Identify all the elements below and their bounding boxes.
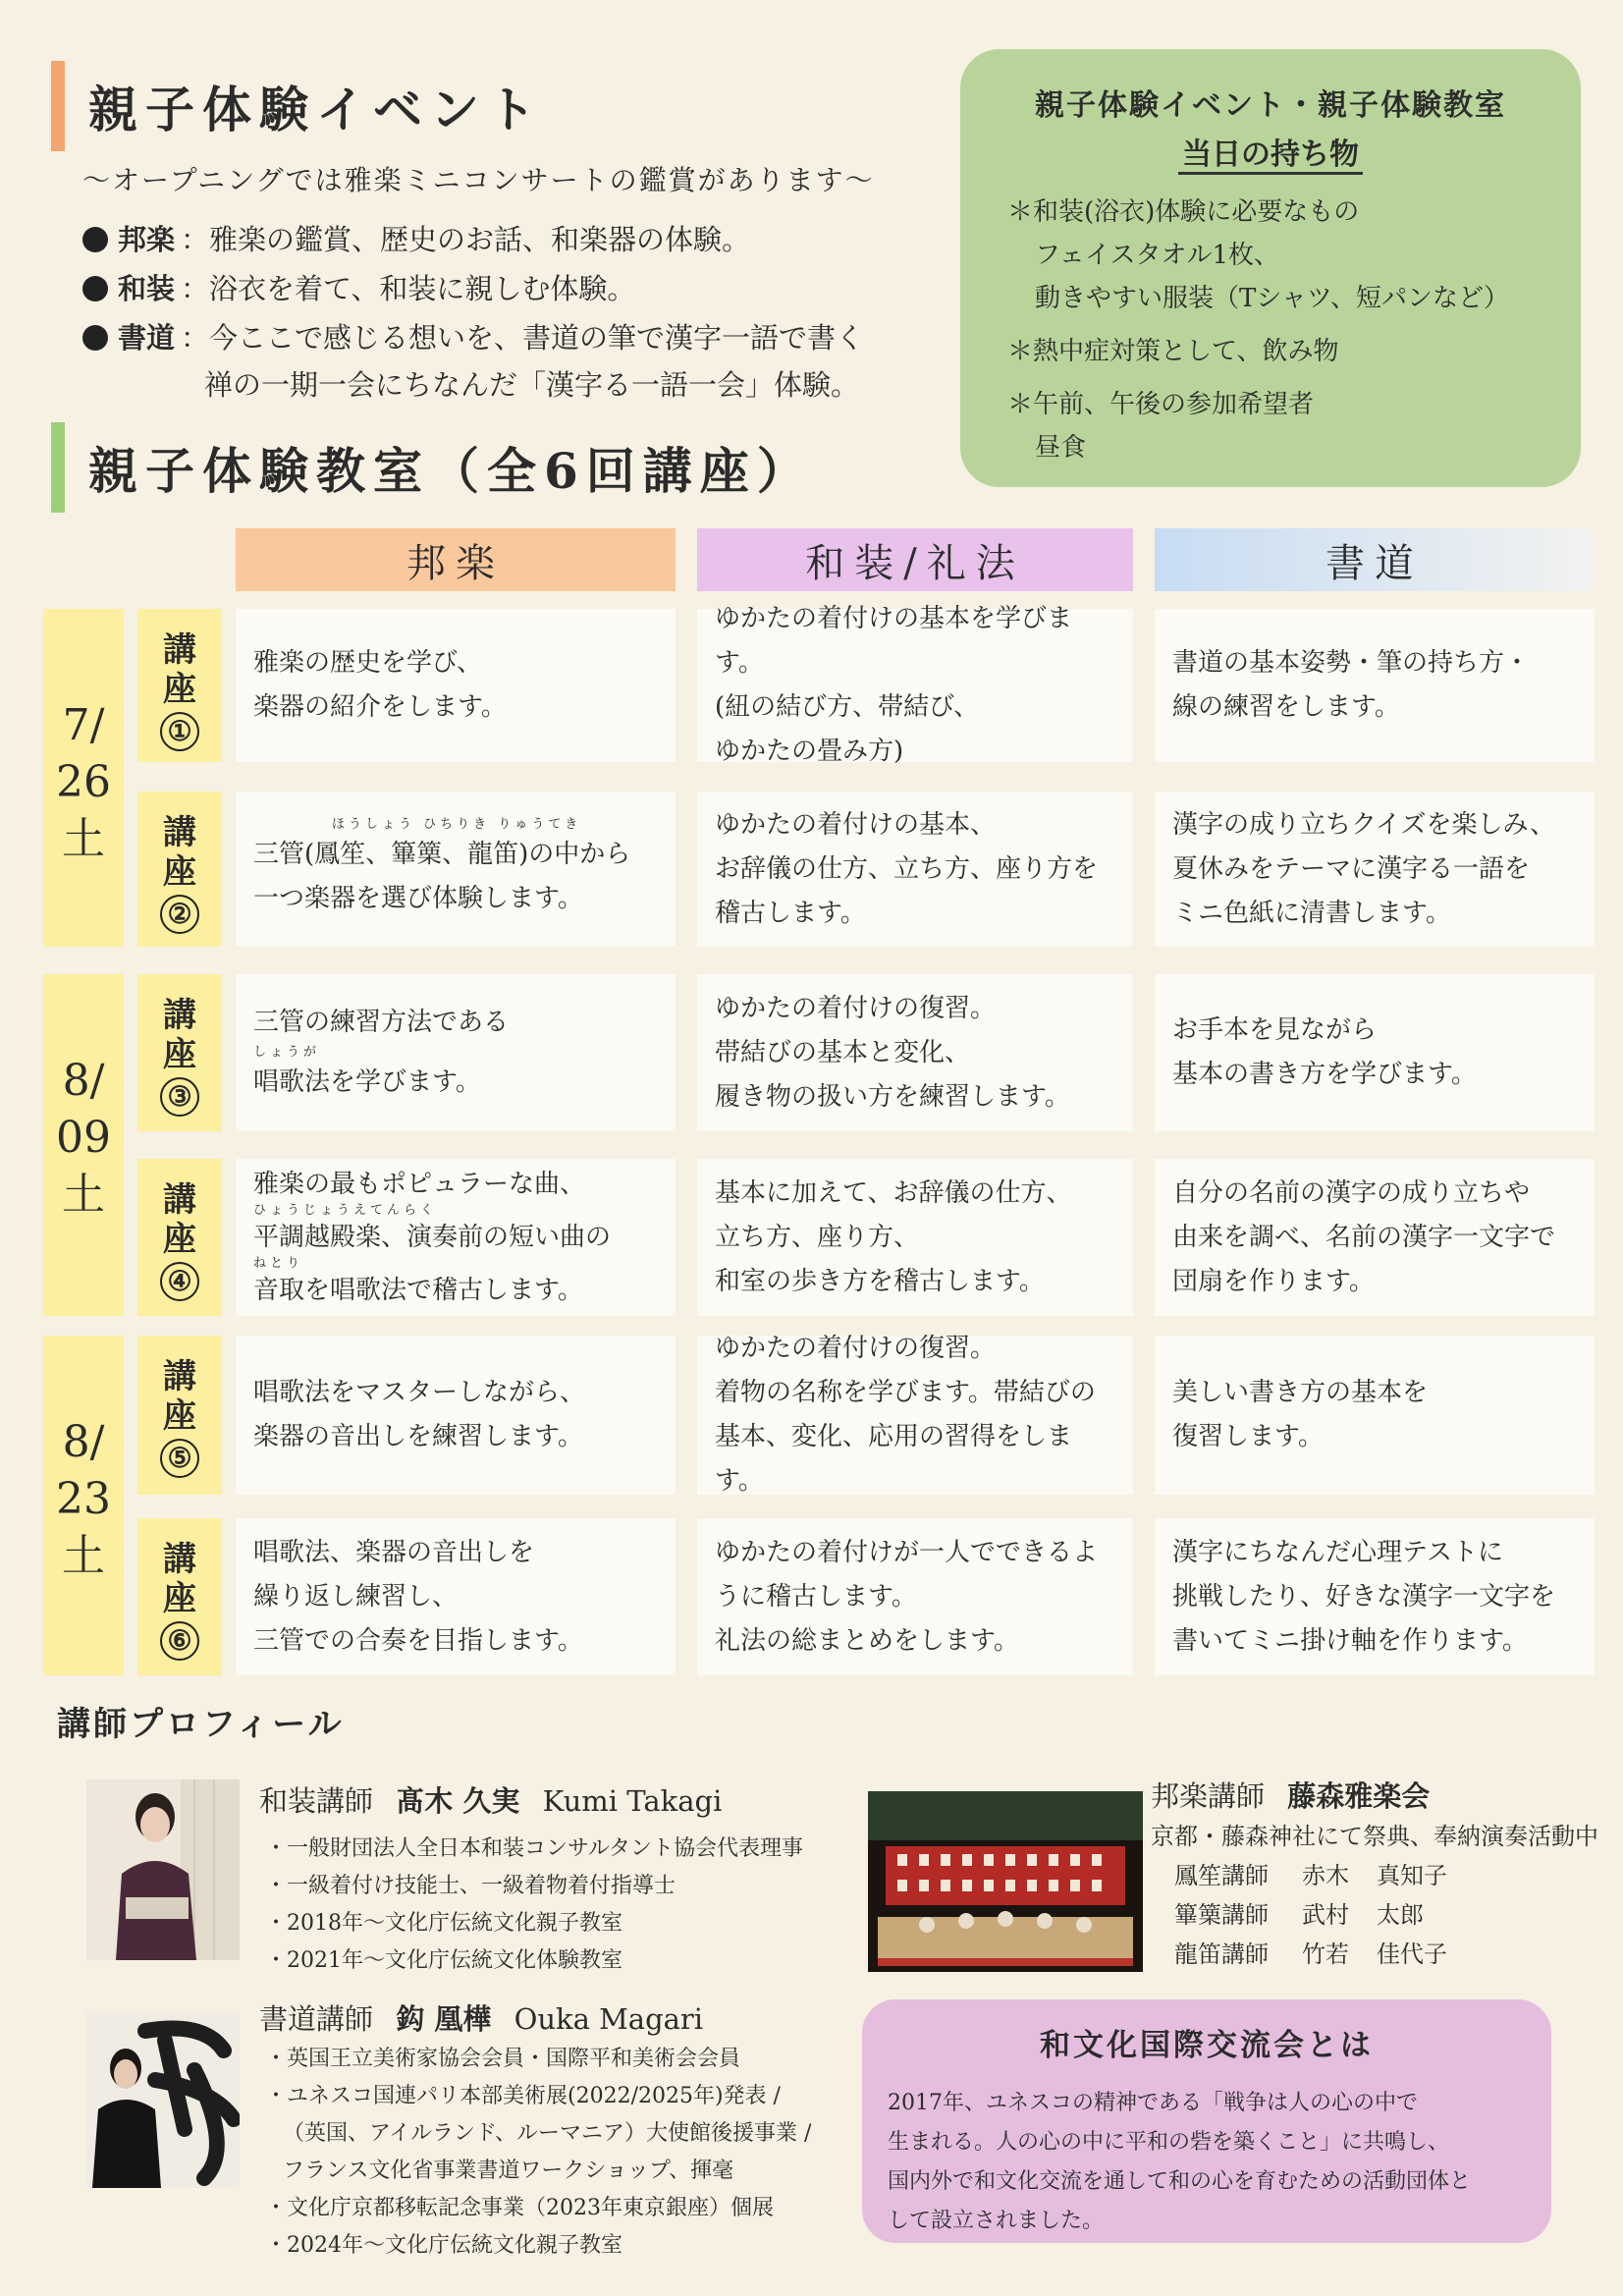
koza-label-3: 講座 ③ [137,974,222,1131]
ruby-text: ねとり [253,1256,304,1271]
about-box [862,1999,1551,2243]
member-row: 龍笛講師 竹若 佳代子 [1174,1941,1447,1968]
koza-label-5: 講座 ⑤ [137,1336,222,1495]
bring-item-wasou: ＊和装(浴衣)体験に必要なもの フェイスタオル1枚、 動きやすい服装（Tシャツ、短パンなど） [1007,197,1510,313]
date-block-1: 7/ 26 土 [43,609,124,947]
classroom-section-title [51,422,814,513]
bring-subtitle: 当日の持ち物 [1007,130,1534,181]
shodo-teacher-photo [86,2011,240,2188]
date-block-3: 8/ 23 土 [43,1336,124,1675]
bring-title: 親子体験イベント・親子体験教室 [1035,88,1506,123]
event-item-shodo-line2: 禅の一期一会にちなんだ「漢字る一語一会」体験。 [204,368,860,402]
event-section-title [51,61,544,151]
wasou-teacher-photo [86,1779,240,1960]
cell-r4-shodo: 自分の名前の漢字の成り立ちや 由来を調べ、名前の漢字一文字で 団扇を作ります。 [1155,1159,1595,1316]
cell-r3-hogaku: 三管の練習方法である しょうが 唱歌法を学びます。 [236,974,676,1131]
bullet-dot-icon [82,276,108,301]
koza-label-1: 講座 ① [137,609,222,762]
hogaku-teacher-name: 邦楽講師 藤森雅楽会 [1151,1779,1431,1813]
classroom-title: 親子体験教室（全6回講座） [88,442,814,500]
green-accent-bar [51,422,65,513]
shodo-teacher-name: 書道講師 鈎 凰樺 Ouka Magari [259,2002,704,2036]
koza-label-4: 講座 ④ [137,1159,222,1316]
cell-r5-shodo: 美しい書き方の基本を 復習します。 [1155,1336,1595,1495]
orange-accent-bar [51,61,65,151]
ruby-text: しょうが [253,1045,321,1060]
gagaku-performance-photo [868,1791,1143,1972]
header-wasou: 和装/礼法 [697,528,1133,591]
shodo-teacher-career: ・英国王立美術家協会会員・国際平和美術会会員 ・ユネスコ国連パリ本部美術展(2022/2025年)発表 / （英国、アイルランド、ルーマニア）大使館後援事業 / フランス文化省事業書道ワークショップ、揮毫 ・文化庁京都移転記念事業（2023年東京銀座）個展 ・2024年〜文化庁伝統文化親子教室 [265,2047,812,2258]
koza-label-6: 講座 ⑥ [137,1518,222,1675]
koza-label-2: 講座 ② [137,792,222,947]
hogaku-teacher-info [1151,1776,1598,1974]
bullet-dot-icon [82,325,108,351]
bullet-dot-icon [82,227,108,252]
profile-title: 講師プロフィール [57,1705,345,1744]
wasou-teacher-name: 和装講師 髙木 久実 Kumi Takagi [259,1784,723,1818]
cell-r1-wasou: ゆかたの着付けの基本を学びます。 (紐の結び方、帯結び、 ゆかたの畳み方) [697,609,1133,762]
event-subtitle: 〜オープニングでは雅楽ミニコンサートの鑑賞があります〜 [82,164,875,196]
cell-r2-wasou: ゆかたの着付けの基本、 お辞儀の仕方、立ち方、座り方を 稽古します。 [697,792,1133,947]
bring-items-box [960,49,1581,487]
ruby-text: ひょうじょうえてんらく [253,1203,438,1218]
cell-r3-wasou: ゆかたの着付けの復習。 帯結びの基本と変化、 履き物の扱い方を練習します。 [697,974,1133,1131]
cell-r1-shodo: 書道の基本姿勢・筆の持ち方・ 線の練習をします。 [1155,609,1595,762]
cell-r6-hogaku: 唱歌法、楽器の音出しを 繰り返し練習し、 三管での合奏を目指します。 [236,1518,676,1675]
bring-item-drink: ＊熱中症対策として、飲み物 [1007,337,1339,366]
cell-r1-hogaku: 雅楽の歴史を学び、 楽器の紹介をします。 [236,609,676,762]
cell-r5-hogaku: 唱歌法をマスターしながら、 楽器の音出しを練習します。 [236,1336,676,1495]
cell-r6-wasou: ゆかたの着付けが一人でできるよ うに稽古します。 礼法の総まとめをします。 [697,1518,1133,1675]
member-row: 鳳笙講師 赤木 真知子 [1174,1862,1447,1889]
bring-item-lunch: ＊午前、午後の参加希望者 昼食 [1007,390,1315,463]
cell-r6-shodo: 漢字にちなんだ心理テストに 挑戦したり、好きな漢字一文字を 書いてミニ掛け軸を作ります。 [1155,1518,1595,1675]
about-body: 2017年、ユネスコの精神である「戦争は人の心の中で 生まれる。人の心の中に平和の砦を築くこと」に共鳴し、 国内外で和文化交流を通して和の心を育むための活動団体と して設立されました。 [888,2091,1472,2233]
header-hogaku: 邦楽 [236,528,676,591]
hogaku-teacher-desc: 京都・藤森神社にて祭典、奉納演奏活動中 [1151,1823,1598,1850]
cell-r3-shodo: お手本を見ながら 基本の書き方を学びます。 [1155,974,1595,1131]
event-item-shodo: 書道 ：今ここで感じる想いを、書道の筆で漢字一語で書く [82,314,864,361]
header-shodo: 書道 [1155,528,1595,591]
ruby-text: ほうしょう ひちりき りゅうてき [332,817,582,832]
event-item-wasou: 和装 ：浴衣を着て、和装に親しむ体験。 [82,265,635,312]
event-item-hogaku: 邦楽 ：雅楽の鑑賞、歴史のお話、和楽器の体験。 [82,216,750,263]
cell-r2-shodo: 漢字の成り立ちクイズを楽しみ、 夏休みをテーマに漢字る一語を ミニ色紙に清書します。 [1155,792,1595,947]
date-block-2: 8/ 09 土 [43,974,124,1316]
cell-r4-hogaku: 雅楽の最もポピュラーな曲、 ひょうじょうえてんらく 平調越殿楽、演奏前の短い曲の ねとり 音取を唱歌法で稽古します。 [236,1159,676,1316]
cell-r5-wasou: ゆかたの着付けの復習。 着物の名称を学びます。帯結びの 基本、変化、応用の習得をします。 [697,1336,1133,1495]
cell-r2-hogaku: ほうしょう ひちりき りゅうてき 三管(鳳笙、篳篥、龍笛)の中から 一つ楽器を選び体験します。 [236,792,676,947]
member-row: 篳篥講師 武村 太郎 [1174,1901,1424,1929]
event-title: 親子体験イベント [88,81,544,138]
cell-r4-wasou: 基本に加えて、お辞儀の仕方、 立ち方、座り方、 和室の歩き方を稽古します。 [697,1159,1133,1316]
wasou-teacher-career: ・一般財団法人全日本和装コンサルタント協会代表理事 ・一級着付け技能士、一級着物着付指導士 ・2018年〜文化庁伝統文化親子教室 ・2021年〜文化庁伝統文化体験教室 [265,1836,804,1973]
about-title: 和文化国際交流会とは [1040,2028,1374,2063]
